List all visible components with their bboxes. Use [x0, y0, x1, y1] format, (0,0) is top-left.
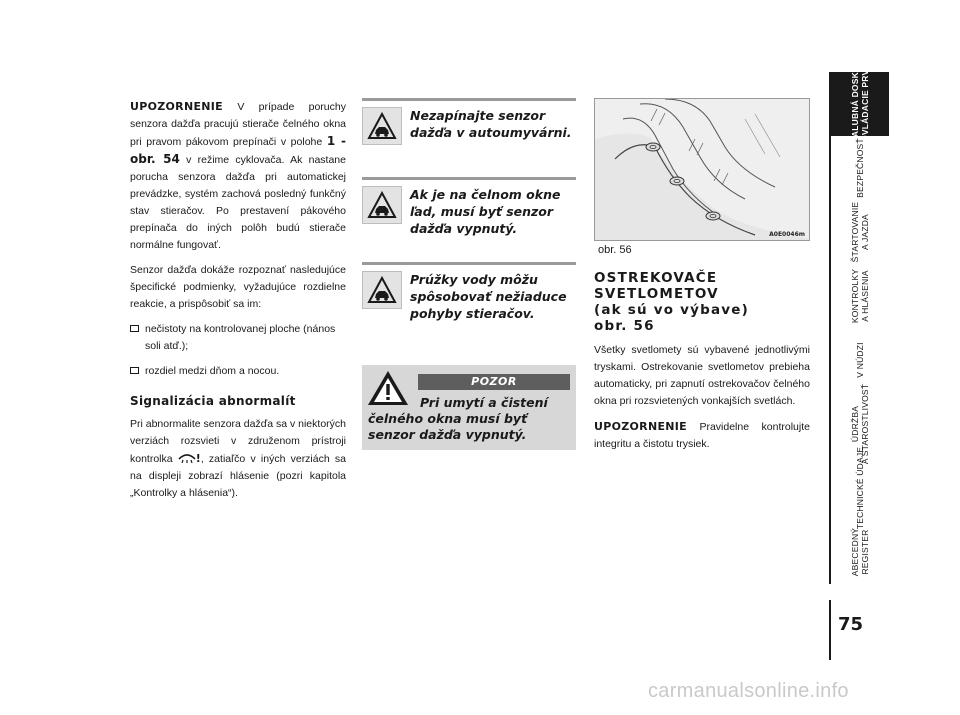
- paragraph-abnormality: Pri abnormalite senzora dažďa sa v niektorých verziách rozsvieti v združenom prístroji kontrolka !, zatiaľčo v iných verziách sa na displeji zobrazí hlásenie (pozri kapitola „Kontrolky a hlásenia“).: [130, 418, 346, 499]
- rain-sensor-warning-icon: !: [178, 452, 201, 465]
- left-column: [130, 98, 346, 510]
- caution-label: POZOR: [418, 374, 570, 390]
- checkbox-bullet-icon: [130, 367, 139, 374]
- list-item: rozdiel medzi dňom a nocou.: [130, 363, 346, 380]
- headlamp-washer-illustration: [595, 99, 810, 241]
- car-warning-icon: [362, 271, 402, 309]
- car-warning-icon: [362, 186, 402, 224]
- section-heading: Signalizácia abnormalít: [130, 394, 296, 408]
- list-item: nečistoty na kontrolovanej ploche (nános soli atď.);: [130, 321, 346, 355]
- paragraph-washers: Všetky svetlomety sú vybavené jednotlivými tryskami. Ostrekovanie svetlometov prebieha automaticky, pri zapnutí ostrekovačov čelného okna pri rozsvietených vonkajších svetlách.: [594, 344, 810, 407]
- car-warning-icon: [362, 107, 402, 145]
- paragraph-warning-sensor: UPOZORNENIE V prípade poruchy senzora dažďa pracujú stierače čelného okna pri pravom pákovom prepínači v polohe 1 - obr. 54 v režime cyklovača. Ak nastane porucha senzora dažďa pri automatickej prevádzke, systém zachová posledný funkčný stav stieračov. Po prestavení pákového prepínača do iných polôh budú stierače normálne fungovať.: [130, 100, 346, 251]
- section-title: OSTREKOVAČE SVETLOMETOV (ak sú vo výbave) obr. 56: [594, 270, 749, 334]
- note-ice: Ak je na čelnom okne ľad, musí byť senzor dažďa vypnutý.: [362, 177, 576, 237]
- paragraph-sensor-conditions: Senzor dažďa dokáže rozpoznať nasledujúce špecifické podmienky, vyžadujúce rozdielne reakcie, a prispôsobiť sa im:: [130, 264, 346, 310]
- tab-emergency[interactable]: V NÚDZI: [829, 328, 889, 392]
- tab-starting-driving[interactable]: ŠTARTOVANIE A JAZDA: [829, 200, 889, 264]
- note-water-streaks: Prúžky vody môžu spôsobovať nežiaduce pohyby stieračov.: [362, 262, 576, 322]
- tab-warning-lights[interactable]: KONTROLKY A HLÁSENIA: [829, 264, 889, 328]
- tab-safety[interactable]: BEZPEČNOSŤ: [829, 136, 889, 200]
- note-car-wash: Nezapínajte senzor dažďa v autoumyvárni.: [362, 98, 576, 145]
- right-column: [594, 270, 810, 461]
- page-number: 75: [838, 614, 864, 635]
- caution-text: Pri umytí a čistení čelného okna musí byť senzor dažďa vypnutý.: [368, 395, 548, 442]
- headlamp-washer-figure: [594, 98, 810, 241]
- figure-caption: obr. 56: [598, 244, 632, 256]
- checkbox-bullet-icon: [130, 325, 139, 332]
- chapter-tabs: [829, 57, 889, 584]
- tab-dashboard-controls[interactable]: PALUBNÁ DOSKA A OVLÁDACIE PRVKY: [829, 72, 889, 136]
- tab-technical-data[interactable]: TECHNICKÉ ÚDAJE: [829, 456, 889, 520]
- paragraph-warning-nozzles: UPOZORNENIE Pravidelne kontrolujte integritu a čistotu trysiek.: [594, 420, 810, 450]
- watermark: carmanualsonline.info: [648, 680, 849, 702]
- figure-code: A0E0046m: [769, 231, 805, 238]
- tab-maintenance[interactable]: ÚDRŽBA A STAROSTLIVOSŤ: [829, 392, 889, 456]
- tab-index[interactable]: ABECEDNÝ REGISTER: [829, 520, 889, 584]
- figure-reference: 1 - obr. 54: [130, 134, 346, 166]
- caution-box: [362, 365, 576, 450]
